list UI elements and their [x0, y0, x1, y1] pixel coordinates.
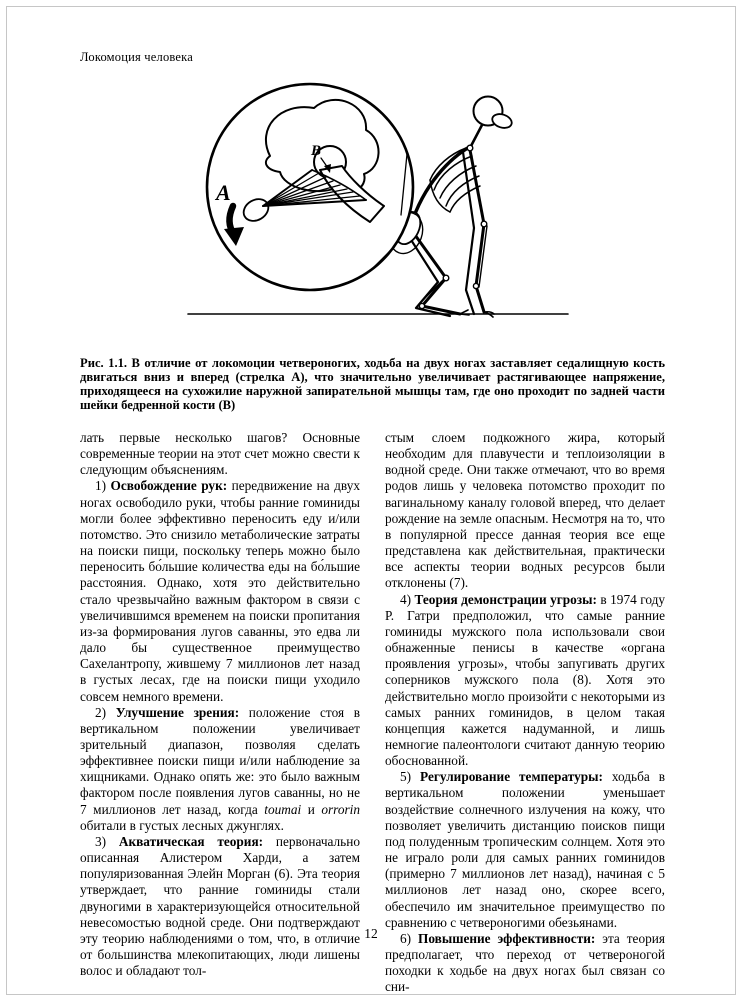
paragraph-lead: Повышение эффективности: — [418, 930, 596, 946]
paragraph-text: ходьба в вертикальном положении уменьшает воздействие солнечного излучения на кожу, что позволяет увеличить дистанцию поисков пищи под полуденным тропическим солнцем. Хотя это не играло роли для самых ранних гоминидов (примерно 7 миллионов лет назад), начиная с 5 миллионов лет назад оно, скорее всего, обеспечило им значительное преимущество по сравнению с четвероногими обезьянами. — [385, 769, 665, 930]
body-paragraph — [385, 592, 665, 770]
paragraph-text: 4) — [400, 591, 415, 607]
paragraph-lead: Улучшение зрения: — [115, 704, 240, 720]
paragraph-lead: Освобождение рук: — [110, 478, 228, 494]
figure-illustration — [70, 76, 690, 348]
body-paragraph — [80, 834, 360, 979]
page-number: 12 — [364, 926, 378, 941]
paragraph-text: 1) — [95, 478, 111, 494]
paragraph-text: в 1974 году Р. Гатри предположил, что самые ранние гоминиды мужского пола использовали свои обнаженные пенисы в качестве «органа проявления угрозы», чтобы запугивать других соперников мужского пола (8). Хотя это действительно могло произойти с некоторыми из самых ранних гоминидов, в целом такая концепция кажется надуманной, и лишь немногие палеонтологи считают данную теорию обоснованной. — [385, 591, 665, 769]
running-header: Локомоция человека — [80, 50, 194, 64]
body-paragraph — [80, 705, 360, 834]
paragraph-text: 3) — [95, 833, 119, 849]
left-column — [80, 430, 360, 995]
paragraph-text: 5) — [400, 769, 420, 785]
paragraph-text: эта теория предполагает, что переход от четвероногой походки к ходьбе на двух ногах был связан со сни- — [385, 930, 665, 995]
rear-arm — [463, 152, 474, 314]
right-column — [385, 430, 665, 995]
paragraph-text: toumai — [264, 801, 302, 817]
paragraph-text: и — [301, 801, 322, 817]
front-leg — [410, 228, 469, 315]
paragraph-text: 6) — [400, 930, 418, 946]
paragraph-lead: Регулирование температуры: — [420, 769, 603, 785]
label-a: А — [216, 180, 231, 205]
paragraph-text: лать первые несколько шагов? Основные современные теории на этот счет можно свести к следующим объяснениям. — [80, 430, 360, 478]
paragraph-lead: Теория демонстрации угрозы: — [414, 591, 597, 607]
label-b: В — [311, 143, 322, 159]
paragraph-text: обитали в густых лесных джунглях. — [80, 817, 284, 833]
paragraph-text: положение стоя в вертикальном положении увеличивает зрительный диапазон, позволяя сделать эффективнее поиски пищи и/или наблюдение за хищниками. Однако опять же: это было важным фактором после появления лугов саванны, но не 7 миллионов лет назад, когда — [80, 704, 360, 817]
body-paragraph — [80, 478, 360, 704]
body-columns — [80, 430, 665, 995]
paragraph-lead: Акватическая теория: — [118, 833, 264, 849]
body-paragraph — [385, 769, 665, 931]
figure — [70, 76, 690, 348]
paragraph-text: первоначально описанная Алистером Харди, а затем популяризованная Элейн Морган (6). Эта теория утверждает, что ранние гоминиды стали двуногими в характеризующейся относительной невесомостью водной среде. Они подтверждают эту теорию наблюдениями о том, что, в отличие от большинства млекопитающих, люди лишены волос и обладают тол- — [80, 833, 360, 979]
body-paragraph — [385, 430, 665, 592]
paragraph-text: orrorin — [321, 801, 360, 817]
paragraph-text: 2) — [95, 704, 116, 720]
paragraph-text: стым слоем подкожного жира, который необходим для плавучести и теплоизоляции в водной среде. Они также отмечают, что во время родов лишь у человека потомство проходит по вагинальному каналу головой вперед, что делает рождение на земле опасным. Несмотря на то, что в популярной прессе данная теория все еще представлена как действительная, практически все аспекты теории водных ресурсов были отклонены (7). — [385, 430, 665, 591]
paragraph-text: передвижение на двух ногах освободило руки, чтобы ранние гоминиды могли более эффективно переносить еду и/или потомство. Это снизило метаболические затраты на поиски пищи, поскольку теперь можно было переносить бо́льшие количества еды на бо́льшие расстояния. Однако, хотя это действительно стало чрезвычайно важным фактором в связи с увеличившимся временем на поиски пропитания из-за формирования лугов саванны, это едва ли дало бы существенное преимущество Сахелантропу, жившему 7 миллионов лет назад в густых лесах, где на поиски пищи уходило совсем немного времени. — [80, 478, 360, 704]
body-paragraph — [80, 430, 360, 478]
figure-caption: Рис. 1.1. В отличие от локомоции четвероногих, ходьба на двух ногах заставляет седалищную кость двигаться вниз и вперед (стрелка А), что значительно увеличивает растягивающее напряжение, приходящееся на сухожилие наружной запирательной мышцы там, где оно проходит по задней части шейки бедренной кости (В) — [80, 356, 665, 412]
